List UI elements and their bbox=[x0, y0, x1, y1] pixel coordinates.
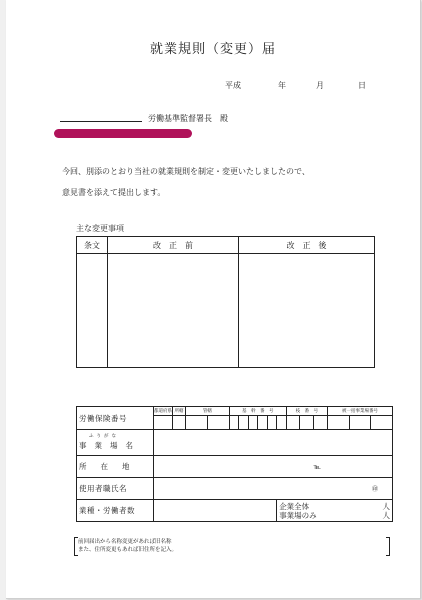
insurance-digit[interactable] bbox=[277, 416, 287, 430]
insurance-digit[interactable] bbox=[186, 416, 208, 430]
insurance-digit[interactable] bbox=[349, 416, 371, 430]
insurance-digit[interactable] bbox=[229, 416, 238, 430]
insurance-digit[interactable] bbox=[300, 416, 314, 430]
person-unit: 人 bbox=[382, 501, 390, 511]
insurance-jurisdiction-header: 管轄 bbox=[186, 407, 230, 416]
insurance-base-header: 基 幹 番 号 bbox=[229, 407, 286, 416]
industry-label: 業種・労働者数 bbox=[77, 500, 154, 522]
addressee: 労働基準監督署長 殿 bbox=[148, 114, 228, 123]
highlight-bar bbox=[54, 129, 192, 138]
date-era: 平成 bbox=[225, 81, 241, 90]
before-cell[interactable] bbox=[108, 254, 239, 368]
note-text bbox=[78, 538, 177, 554]
workplace-label: ふりがな 事業場名 bbox=[77, 430, 154, 456]
insurance-digit[interactable] bbox=[286, 416, 300, 430]
date-year: 年 bbox=[278, 81, 286, 90]
worker-count-field[interactable] bbox=[277, 500, 393, 522]
insurance-digit[interactable] bbox=[239, 416, 248, 430]
insurance-digit[interactable] bbox=[248, 416, 257, 430]
workplace-only-label: 事業場のみ bbox=[279, 510, 317, 520]
after-cell[interactable] bbox=[239, 254, 375, 368]
header-article: 条文 bbox=[77, 237, 108, 254]
section-label: 主な変更事項 bbox=[76, 224, 124, 233]
insurance-digit[interactable] bbox=[371, 416, 393, 430]
insurance-prefecture-header: 都道府県 bbox=[154, 407, 173, 416]
company-total-label: 企業全体 bbox=[279, 501, 310, 511]
insurance-digit[interactable] bbox=[267, 416, 276, 430]
article-cell[interactable] bbox=[77, 254, 108, 368]
insurance-digit[interactable] bbox=[258, 416, 267, 430]
seal-icon: ㊞ bbox=[371, 486, 378, 493]
address-label: 所在地 bbox=[77, 456, 154, 478]
insurance-digit[interactable] bbox=[173, 416, 186, 430]
insurance-branch-header: 枝 番 号 bbox=[286, 407, 327, 416]
insurance-digit[interactable] bbox=[154, 416, 173, 430]
workplace-name-field[interactable] bbox=[154, 430, 393, 456]
date-day: 日 bbox=[358, 81, 366, 90]
note-bracket-right bbox=[386, 537, 390, 556]
header-before: 改 正 前 bbox=[108, 237, 239, 254]
note-line2: また、住所変更もあれば旧住所を記入。 bbox=[78, 547, 178, 553]
header-after: 改 正 後 bbox=[239, 237, 375, 254]
phone-icon: ℡ bbox=[313, 462, 322, 471]
insurance-digit[interactable] bbox=[327, 416, 349, 430]
insurance-digit[interactable] bbox=[314, 416, 328, 430]
furigana-label: ふりがな bbox=[89, 434, 119, 439]
industry-field[interactable] bbox=[154, 500, 277, 522]
date-month: 月 bbox=[316, 81, 324, 90]
employer-label: 使用者職氏名 bbox=[77, 478, 154, 500]
changes-table bbox=[76, 236, 375, 368]
note-line1: 前回届出から名称変更があれば旧名称 bbox=[78, 539, 172, 545]
insurance-digit[interactable] bbox=[207, 416, 229, 430]
document-title: 就業規則（変更）届 bbox=[149, 42, 276, 57]
info-table bbox=[76, 406, 393, 522]
address-field[interactable] bbox=[154, 456, 393, 478]
body-text-line2: 意見書を添えて提出します。 bbox=[62, 188, 166, 197]
body-text-line1: 今回、別添のとおり当社の就業規則を制定・変更いたしましたので、 bbox=[62, 167, 310, 176]
office-name-underline bbox=[60, 121, 142, 122]
employer-field[interactable] bbox=[154, 478, 393, 500]
insurance-office-header: 所轄 bbox=[173, 407, 186, 416]
document-page bbox=[6, 0, 421, 599]
person-unit: 人 bbox=[382, 510, 390, 520]
insurance-label: 労働保険番号 bbox=[77, 407, 154, 430]
insurance-sub-header: 被一括事業場番号 bbox=[327, 407, 392, 416]
